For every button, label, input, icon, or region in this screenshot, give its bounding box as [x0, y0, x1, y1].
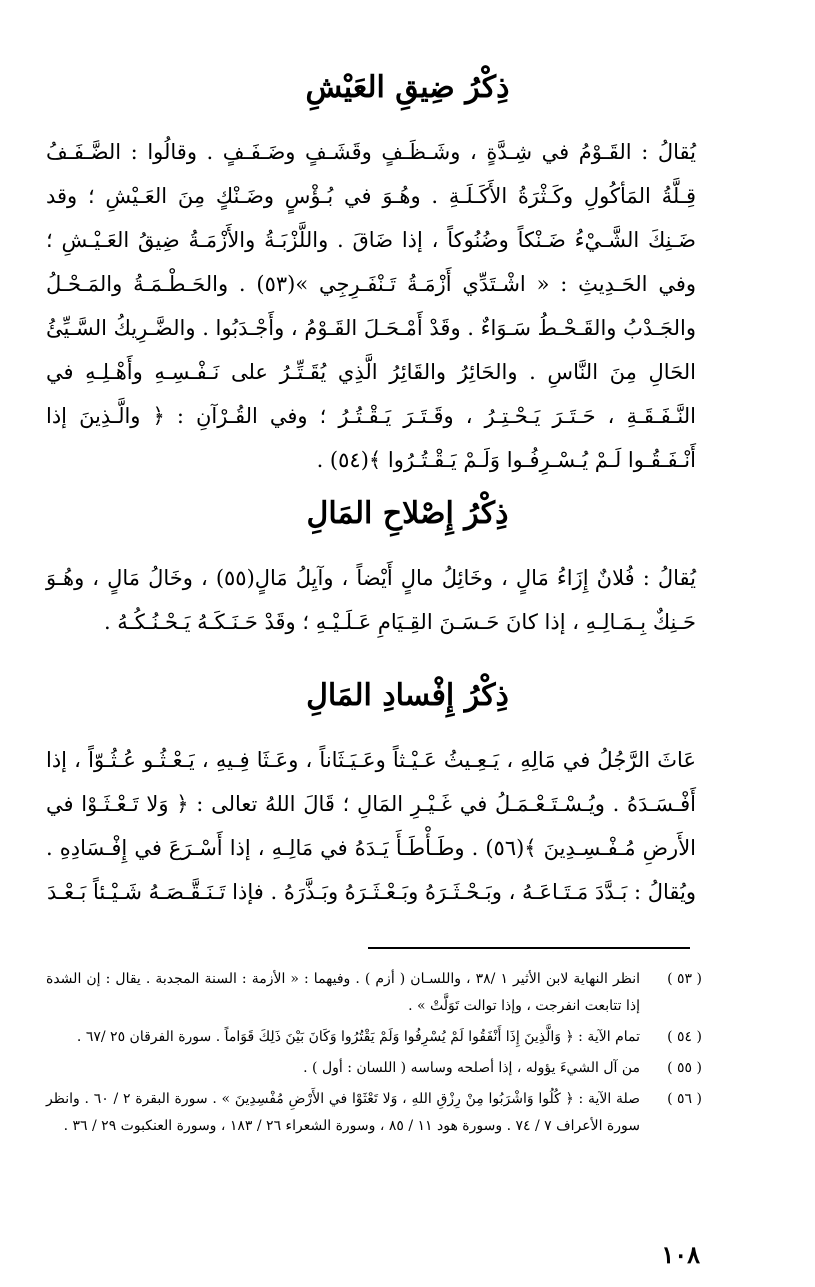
- footnote: [46, 966, 706, 1020]
- footnote-number: ( ٥٤ ): [667, 1029, 702, 1045]
- footnote: [46, 1086, 706, 1140]
- footnote-number: ( ٥٦ ): [667, 1091, 702, 1107]
- footnote-number: ( ٥٣ ): [667, 971, 702, 987]
- footnote-text: انظر النهاية لابن الأثير ١ /٣٨ ، واللسـان ( أزم ) . وفيهما : « الأزمة : السنة المجدبة . يقال : إن الشدة إذا تتابعت انفرجت ، وإذا توالت تَوَلَّتْ » .: [46, 971, 640, 1014]
- footnote-divider: [368, 947, 690, 949]
- section-text-squandering-wealth: عَاثَ الرَّجُلُ في مَالِهِ ، يَـعِـيثُ عَـيْـثاً وعَـيَـثَاناً ، وعَـثَا فِـيهِ ، يَـعْـثُـو عُـثُـوّاً ، إذا أَفْـسَـدَهُ . ويُـسْـتَـعْـمَـلُ في غَـيْـرِ المَالِ ؛ قَالَ اللهُ تعالى : ﴿ وَلا تَـعْـثَـوْا في الأَرضِ مُـفْـسِـدِينَ ﴾(٥٦) . وطَـأْطَـأَ يَـدَهُ في مَالِـهِ ، إذا أَسْـرَعَ في إِفْـسَادِهِ . ويُقالُ : بَـدَّدَ مَـتَـاعَـهُ ، وبَـحْـثَـرَهُ وبَـعْـثَـرَهُ وبَـذَّرَهُ . فإذا تَـنَـقَّـصَـهُ شَـيْـئاً بَـعْـدَ: [46, 748, 697, 904]
- footnote-number: ( ٥٥ ): [667, 1060, 702, 1076]
- section-text-narrow-living: يُقالُ : القَـوْمُ في شِـدَّةٍ ، وشَـظَـفٍ وقَشَـفٍ وضَـفَـفٍ . وقالُوا : الضَّـفَـفُ قِـلَّةُ المَأكُولِ وكَـثْرَةُ الأَكَـلَـةِ . وهُـوَ في بُـؤْسٍ وضَـنْكٍ مِنَ العَـيْشِ ؛ وقد ضَـنِكَ الشَّـيْءُ ضَـنْكاً وضُنُوكاً ، إذا ضَاقَ . واللَّزْبَـةُ والأَزْمَـةُ ضِيقُ العَـيْـشِ ؛ وفي الحَـدِيثِ : « اشْـتَدِّي أَزْمَـةُ تَـنْفَـرِجِي »(٥٣) . والحَـطْـمَـةُ والمَـحْـلُ والجَـدْبُ والقَـحْـطُ سَـوَاءٌ . وقَدْ أَمْـحَـلَ القَـوْمُ ، وأَجْـدَبُوا . والضَّـرِيكُ السَّـيِّئُ الحَالِ مِنَ النَّاسِ . والحَائِرُ والقَائِرُ الَّذِي يُقَـتِّـرُ على نَـفْـسِـهِ وأَهْـلِـهِ في النَّـفَـقَـةِ ، حَـتَـرَ يَـحْـتِـرُ ، وقَـتَـرَ يَـقْـتُـرُ ؛ وفي القُـرْآنِ : ﴿ والَّـذِينَ إذا أَنْـفَـقُـوا لَـمْ يُـسْـرِفُـوا وَلَـمْ يَـقْـتُـرُوا ﴾(٥٤) .: [46, 140, 696, 472]
- footnote-text: من آل الشيءَ يؤوله ، إذا أصلحه وساسه ( اللسان : أول ) .: [303, 1060, 640, 1076]
- section-heading-squandering-wealth: ذِكْرُ إِفْسادِ المَالِ: [306, 678, 509, 713]
- page-number: ١٠٨: [661, 1240, 700, 1269]
- footnote: [46, 1055, 706, 1082]
- footnote-text: تمام الآية : ﴿ وَالَّذِينَ إِذَا أَنْفَقُوا لَمْ يُسْرِفُوا وَلَمْ يَقْتُرُوا وَكَانَ بَيْنَ ذَلِكَ قَوَاماً . سورة الفرقان ٢٥ /٦٧ .: [76, 1029, 640, 1045]
- footnote: [46, 1024, 706, 1051]
- footnotes: [46, 966, 706, 1144]
- section-heading-managing-wealth: ذِكْرُ إِصْلاحِ المَالِ: [306, 496, 509, 531]
- section-text-managing-wealth: يُقالُ : فُلانٌ إِزَاءُ مَالٍ ، وخَائِلُ مالٍ أَيْضاً ، وآيِلُ مَالٍ(٥٥) ، وخَالُ مَالٍ ، وهُـوَ حَـنِكٌ بِـمَـالِـهِ ، إذا كانَ حَـسَـنَ القِـيَامِ عَـلَـيْـهِ ؛ وقَدْ حَـنَـكَـهُ يَـحْـنُـكُـهُ .: [46, 566, 696, 634]
- footnote-text: صلة الآية : ﴿ كُلُوا وَاشْرَبُوا مِنْ رِزْقِ اللهِ ، وَلا تَعْثَوْا في الأَرْضِ مُفْسِدِينَ » . سورة البقرة ٢ / ٦٠ . وانظر سورة الأعراف ٧ / ٧٤ . وسورة هود ١١ / ٨٥ ، وسورة الشعراء ٢٦ / ١٨٣ ، وسورة العنكبوت ٢٩ / ٣٦ .: [46, 1091, 640, 1134]
- section-heading-narrow-living: ذِكْرُ ضِيقِ العَيْشِ: [305, 70, 510, 105]
